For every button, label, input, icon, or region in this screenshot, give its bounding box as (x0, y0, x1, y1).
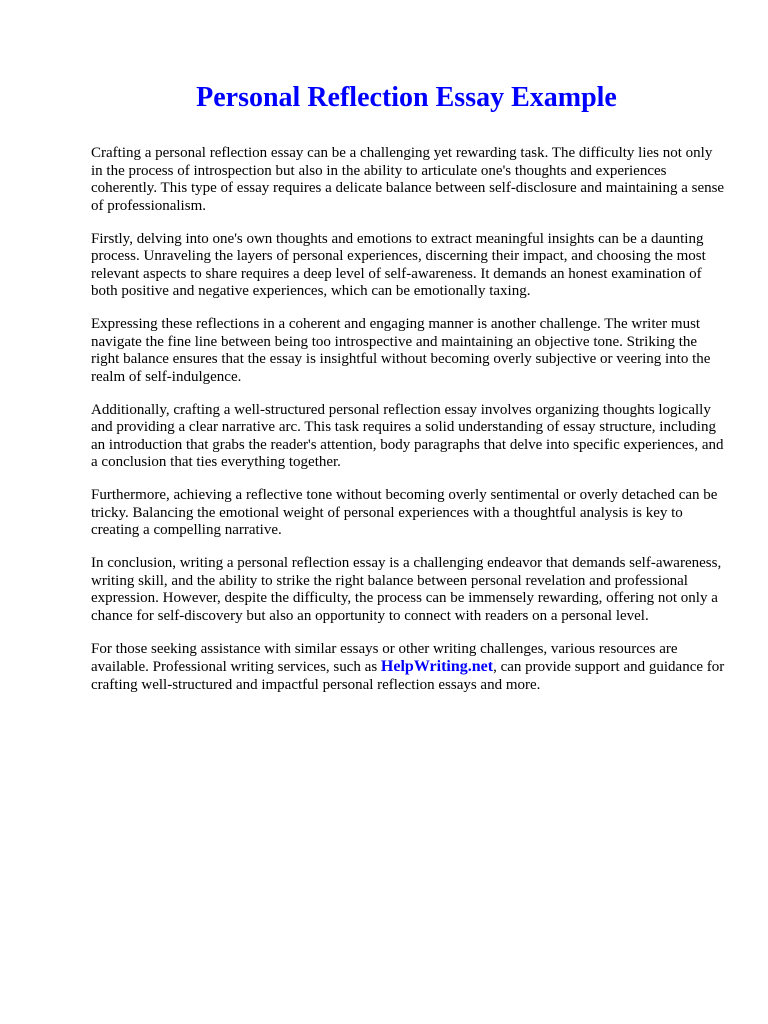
paragraph-4: Additionally, crafting a well-structured personal reflection essay involves organizing thoughts logically and providing a clear narrative arc. This task requires a solid understanding of essay structure, including an introduction that grabs the reader's attention, body paragraphs that delve into specific experiences, and a conclusion that ties everything together. (91, 401, 724, 470)
paragraph-1: Crafting a personal reflection essay can be a challenging yet rewarding task. The difficulty lies not only in the process of introspection but also in the ability to articulate one's thoughts and experiences coherently. This type of essay requires a delicate balance between self-disclosure and maintaining a sense of professionalism. (91, 145, 725, 214)
paragraph-3: Expressing these reflections in a coherent and engaging manner is another challenge. The writer must navigate the fine line between being too introspective and maintaining an objective tone. Striking the right balance ensures that the essay is insightful without becoming overly subjective or veering into the realm of self-indulgence. (91, 316, 711, 385)
helpwriting-link[interactable]: HelpWriting.net (380, 658, 494, 675)
paragraph-5: Furthermore, achieving a reflective tone without becoming overly sentimental or overly detached can be tricky. Balancing the emotional weight of personal experiences with a thoughtful analysis is key to creating a compelling narrative. (91, 487, 718, 538)
essay-body (91, 145, 727, 710)
paragraph-7-tail: , can provide support and guidance for crafting well-structured and impactful personal reflection essays and more. (91, 659, 725, 693)
paragraph-7 (91, 641, 727, 695)
page-title: Personal Reflection Essay Example (196, 82, 617, 113)
paragraph-2: Firstly, delving into one's own thoughts and emotions to extract meaningful insights can be a daunting process. Unraveling the layers of personal experiences, discerning their impact, and choosing the most relevant aspects to share requires a deep level of self-awareness. It demands an honest examination of both positive and negative experiences, which can be emotionally taxing. (91, 230, 706, 299)
paragraph-6: In conclusion, writing a personal reflection essay is a challenging endeavor that demands self-awareness, writing skill, and the ability to strike the right balance between personal revelation and professional expression. However, despite the difficulty, the process can be immensely rewarding, offering not only a chance for self-discovery but also an opportunity to connect with readers on a personal level. (91, 555, 722, 624)
paragraph-7-lead: For those seeking assistance with similar essays or other writing challenges, various resources are available. Professional writing services, such as (91, 640, 678, 675)
